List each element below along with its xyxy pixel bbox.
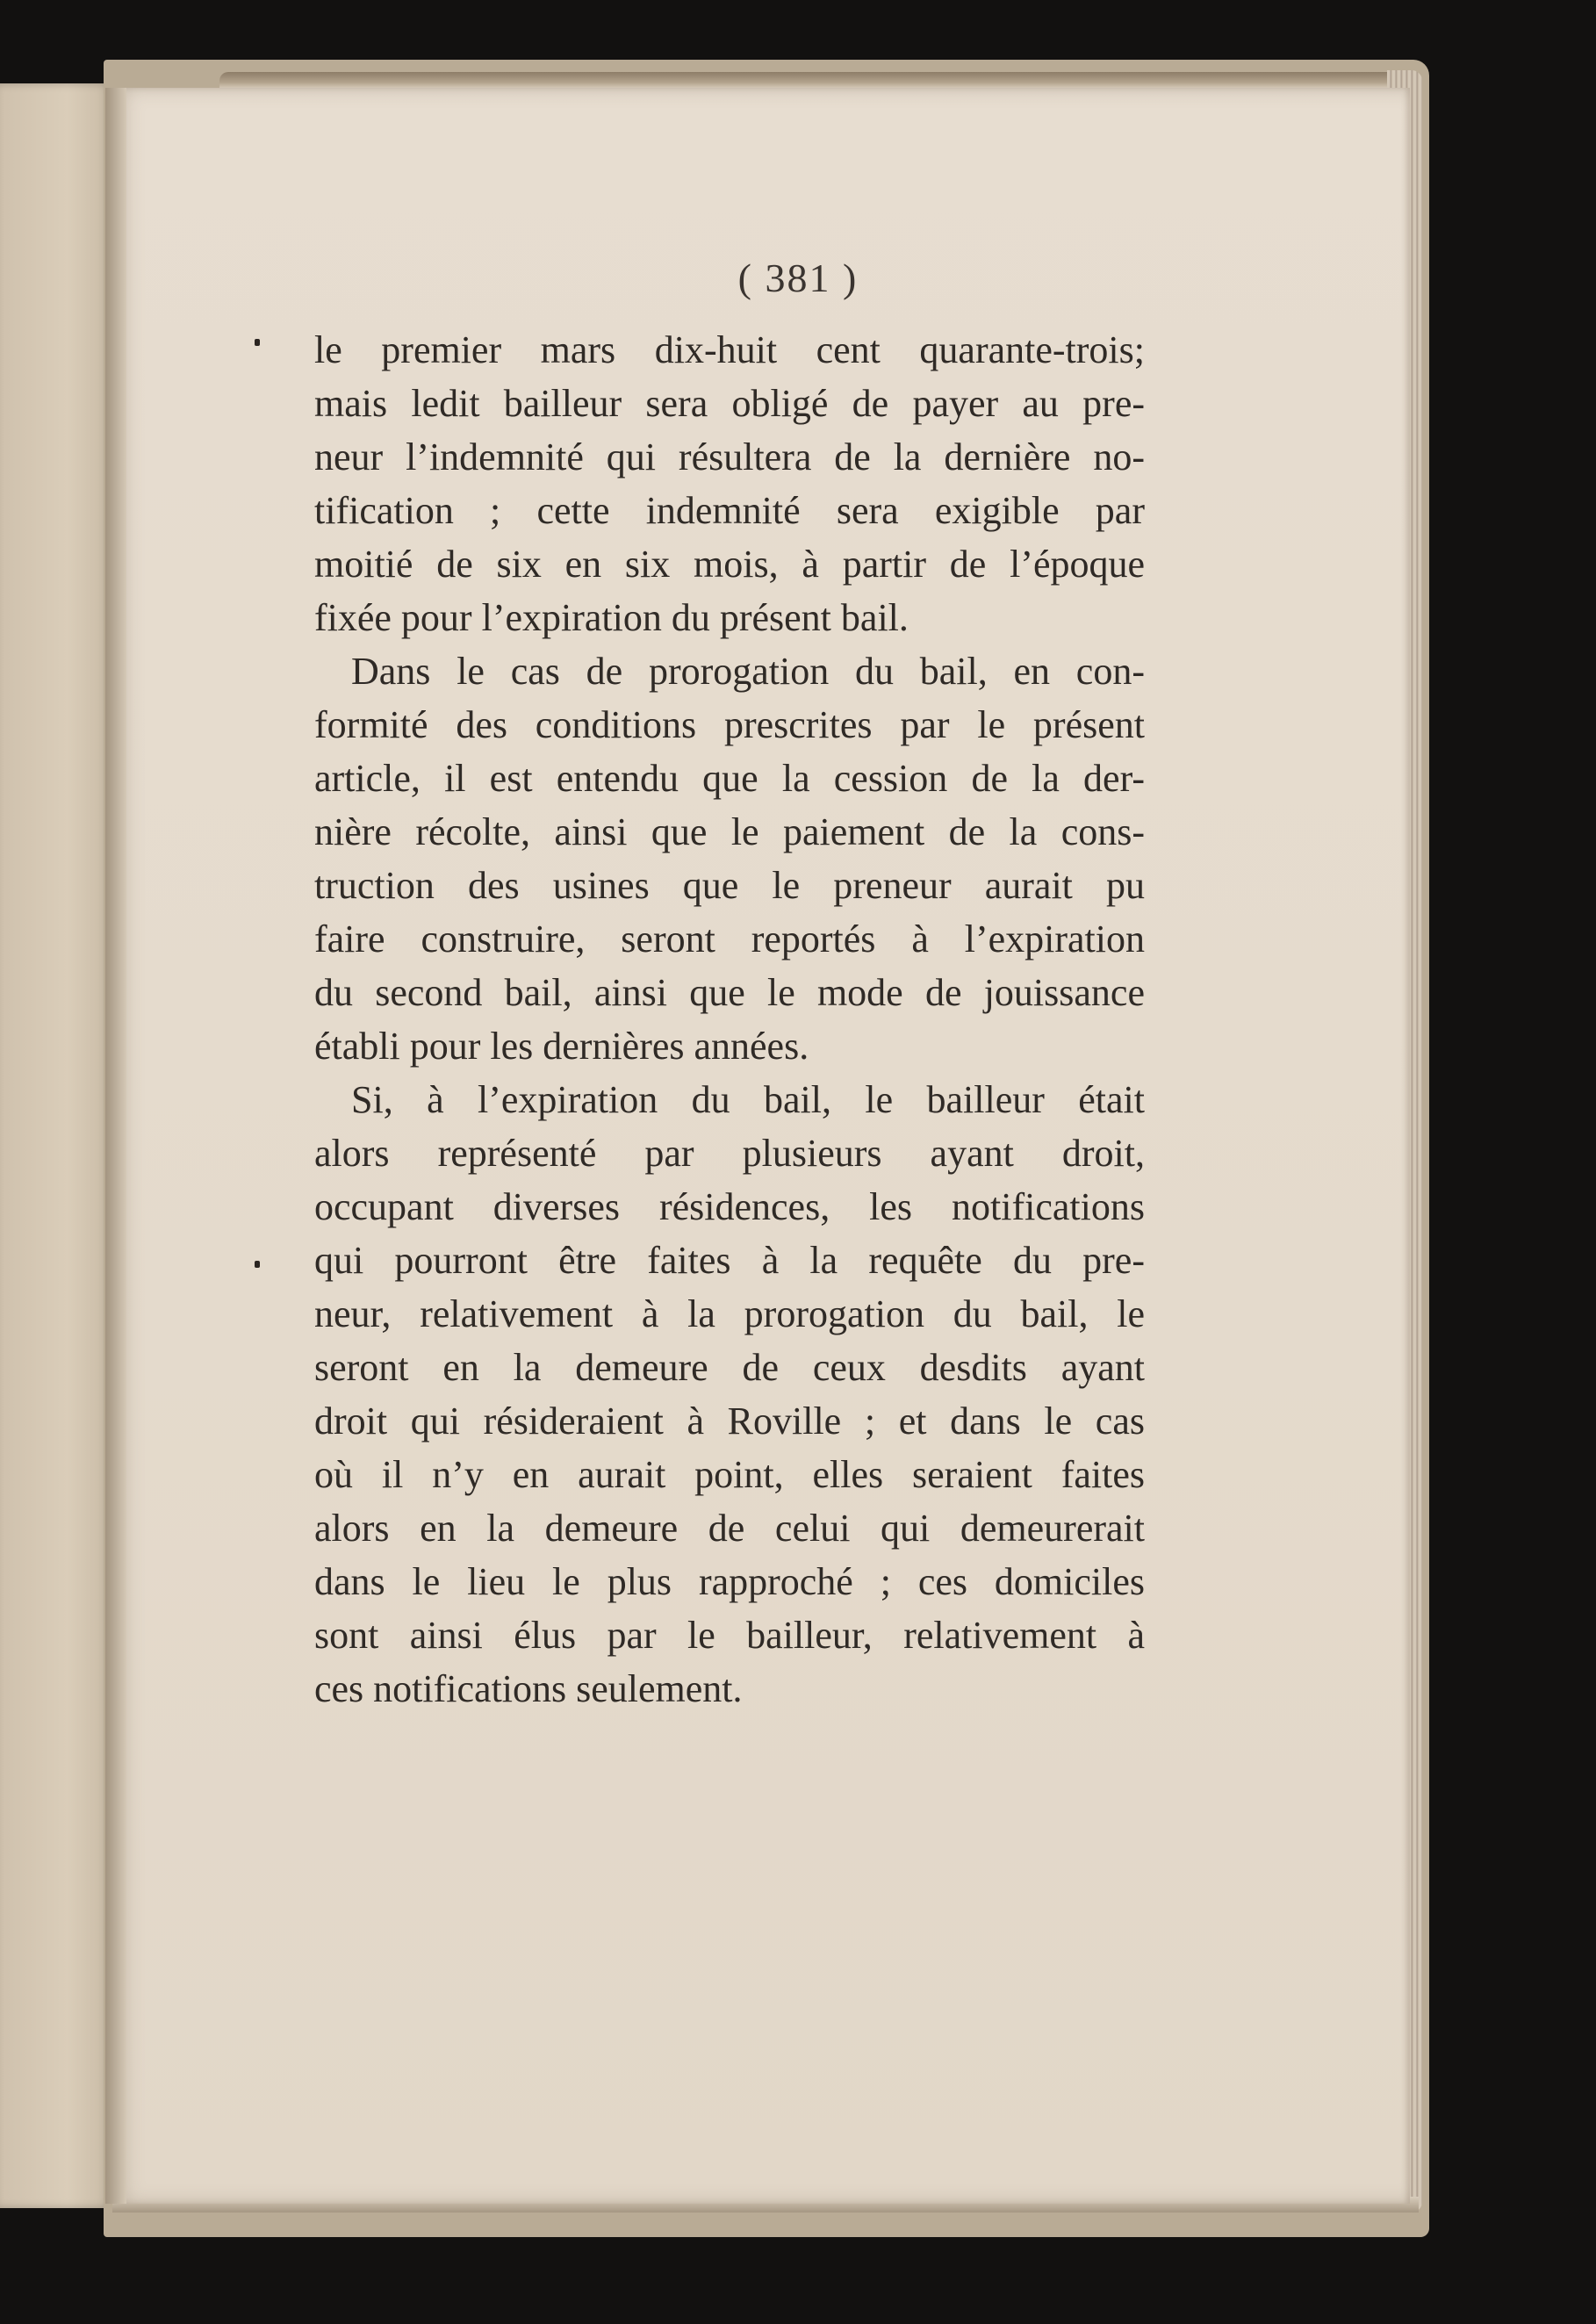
text-line: Si, à l’expiration du bail, le bailleur était — [351, 1078, 1145, 1121]
page-number-header: ( 381 ) — [737, 255, 859, 300]
body-text — [314, 323, 1145, 1716]
text-line: formité des conditions prescrites par le présent — [314, 703, 1145, 746]
text-line: où il n’y en aurait point, elles seraient faites — [314, 1453, 1145, 1496]
text-line: sont ainsi élus par le bailleur, relativement à — [314, 1614, 1145, 1657]
text-line: dans le lieu le plus rapproché ; ces domiciles — [314, 1560, 1145, 1603]
text-line: qui pourront être faites à la requête du pre- — [314, 1239, 1145, 1282]
text-line: neur, relativement à la prorogation du bail, le — [314, 1292, 1145, 1335]
text-line: alors en la demeure de celui qui demeurerait — [314, 1507, 1145, 1550]
text-line: faire construire, seront reportés à l’expiration — [314, 917, 1145, 961]
text-line: mais ledit bailleur sera obligé de payer au pre- — [314, 382, 1145, 425]
text-line: seront en la demeure de ceux desdits ayant — [314, 1346, 1145, 1389]
text-line: Dans le cas de prorogation du bail, en con- — [351, 650, 1145, 693]
left-page-edge — [0, 83, 112, 2208]
page-gutter — [105, 88, 126, 2204]
text-line: truction des usines que le preneur aurait pu — [314, 864, 1145, 907]
text-line: neur l’indemnité qui résultera de la dernière no- — [314, 435, 1145, 478]
margin-mark — [255, 1261, 260, 1268]
text-line: tification ; cette indemnité sera exigible par — [314, 489, 1145, 532]
text-line: du second bail, ainsi que le mode de jouissance — [314, 971, 1145, 1014]
text-line: alors représenté par plusieurs ayant droit, — [314, 1132, 1145, 1175]
text-line: occupant diverses résidences, les notifications — [314, 1185, 1145, 1228]
text-line: article, il est entendu que la cession de la der- — [314, 757, 1145, 800]
page-top-edge — [219, 72, 1413, 90]
text-line: nière récolte, ainsi que le paiement de la cons- — [314, 810, 1145, 853]
margin-mark — [255, 339, 260, 346]
text-line: le premier mars dix-huit cent quarante-trois; — [314, 328, 1145, 371]
text-line: établi pour les dernières années. — [314, 1025, 809, 1068]
text-line: moitié de six en six mois, à partir de l’époque — [314, 543, 1145, 586]
text-line: droit qui résideraient à Roville ; et dans le cas — [314, 1399, 1145, 1443]
text-line: fixée pour l’expiration du présent bail. — [314, 596, 909, 639]
text-line: ces notifications seulement. — [314, 1667, 743, 1710]
